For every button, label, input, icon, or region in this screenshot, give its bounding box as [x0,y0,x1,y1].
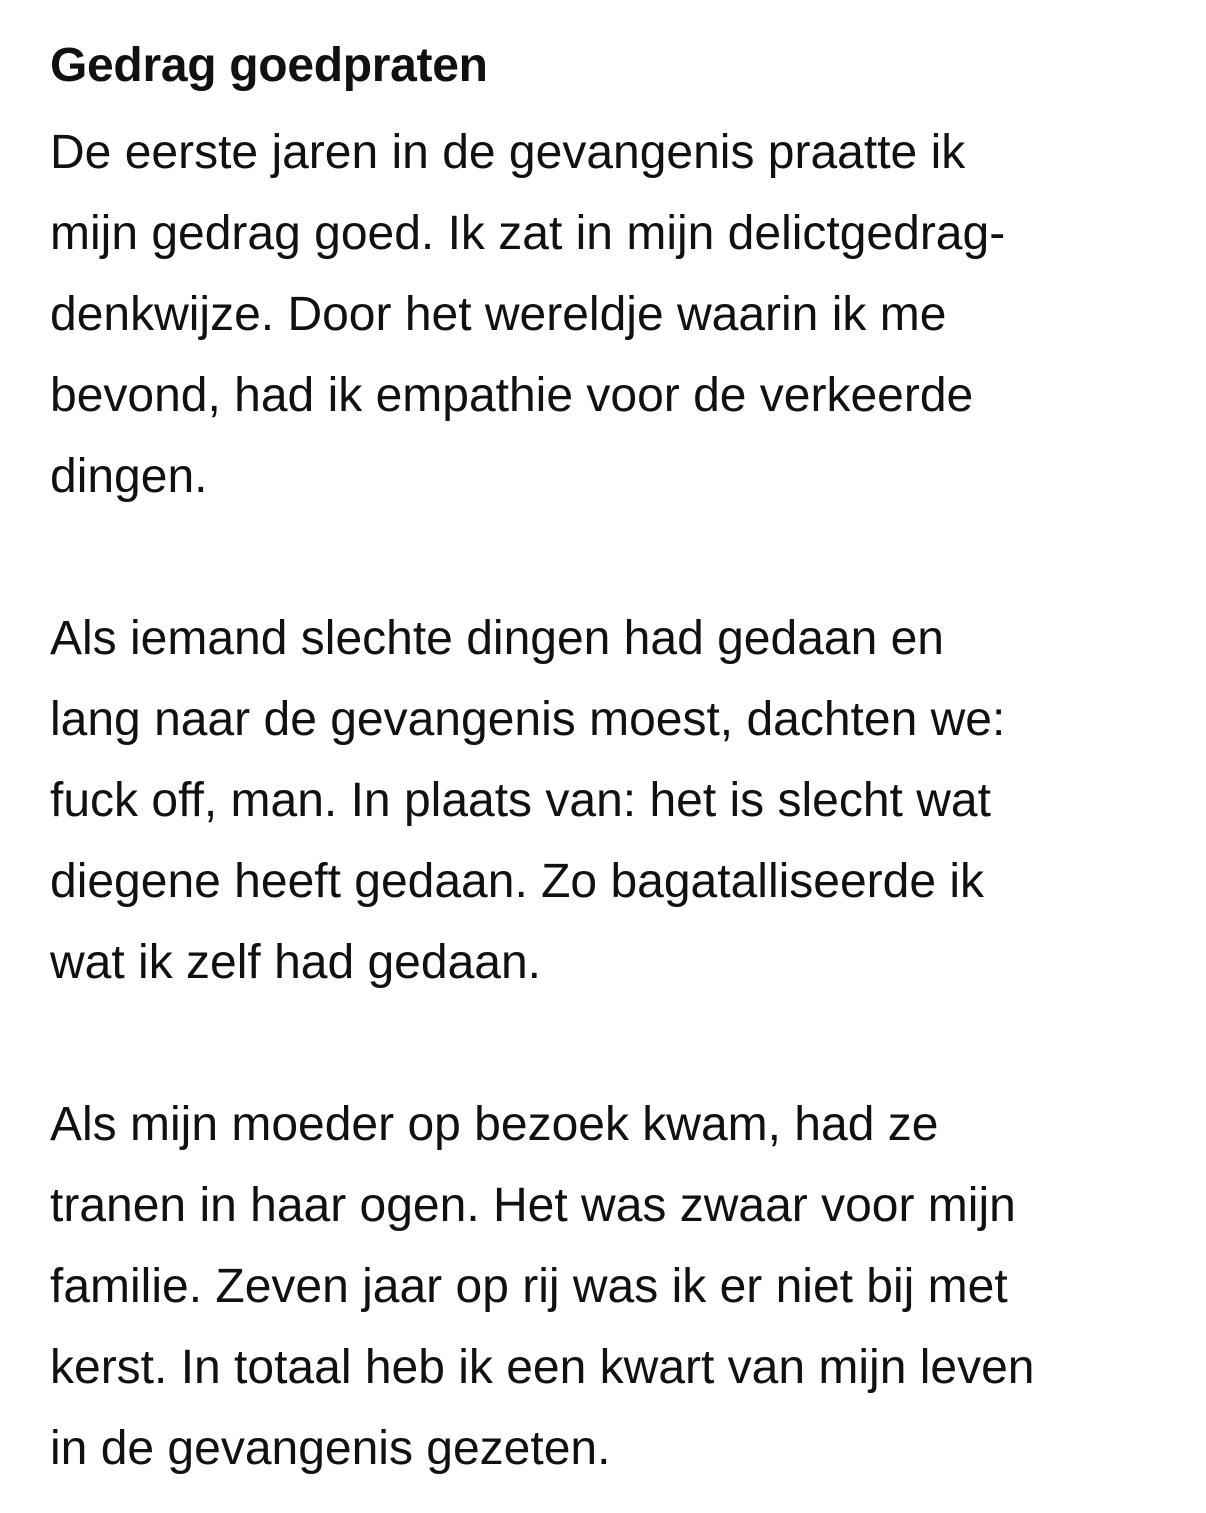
paragraph-line: bevond, had ik empathie voor de verkeerde [50,369,974,422]
paragraph-line: Als mijn moeder op bezoek kwam, had ze [50,1098,939,1151]
paragraph-3 [50,1084,1160,1489]
paragraph-line: tranen in haar ogen. Het was zwaar voor mijn [50,1179,1016,1232]
paragraph-line: diegene heeft gedaan. Zo bagatalliseerde ik [50,855,985,908]
paragraph-line: lang naar de gevangenis moest, dachten we: [50,693,1006,746]
paragraph-line: in de gevangenis gezeten. [50,1422,611,1475]
paragraph-line: familie. Zeven jaar op rij was ik er niet bij met [50,1260,1008,1313]
paragraph-line: mijn gedrag goed. Ik zat in mijn delictgedrag- [50,207,1006,260]
paragraph-line: denkwijze. Door het wereldje waarin ik me [50,288,947,341]
section-heading: Gedrag goedpraten [50,39,488,92]
paragraph-line: wat ik zelf had gedaan. [50,936,541,989]
paragraph-1 [50,112,1160,517]
paragraph-line: De eerste jaren in de gevangenis praatte ik [50,126,966,179]
paragraph-line: kerst. In totaal heb ik een kwart van mijn leven [50,1341,1035,1394]
article [50,30,1160,1489]
paragraph-line: dingen. [50,450,208,503]
paragraph-2 [50,598,1160,1003]
paragraph-line: fuck off, man. In plaats van: het is slecht wat [50,774,991,827]
paragraph-line: Als iemand slechte dingen had gedaan en [50,612,944,665]
